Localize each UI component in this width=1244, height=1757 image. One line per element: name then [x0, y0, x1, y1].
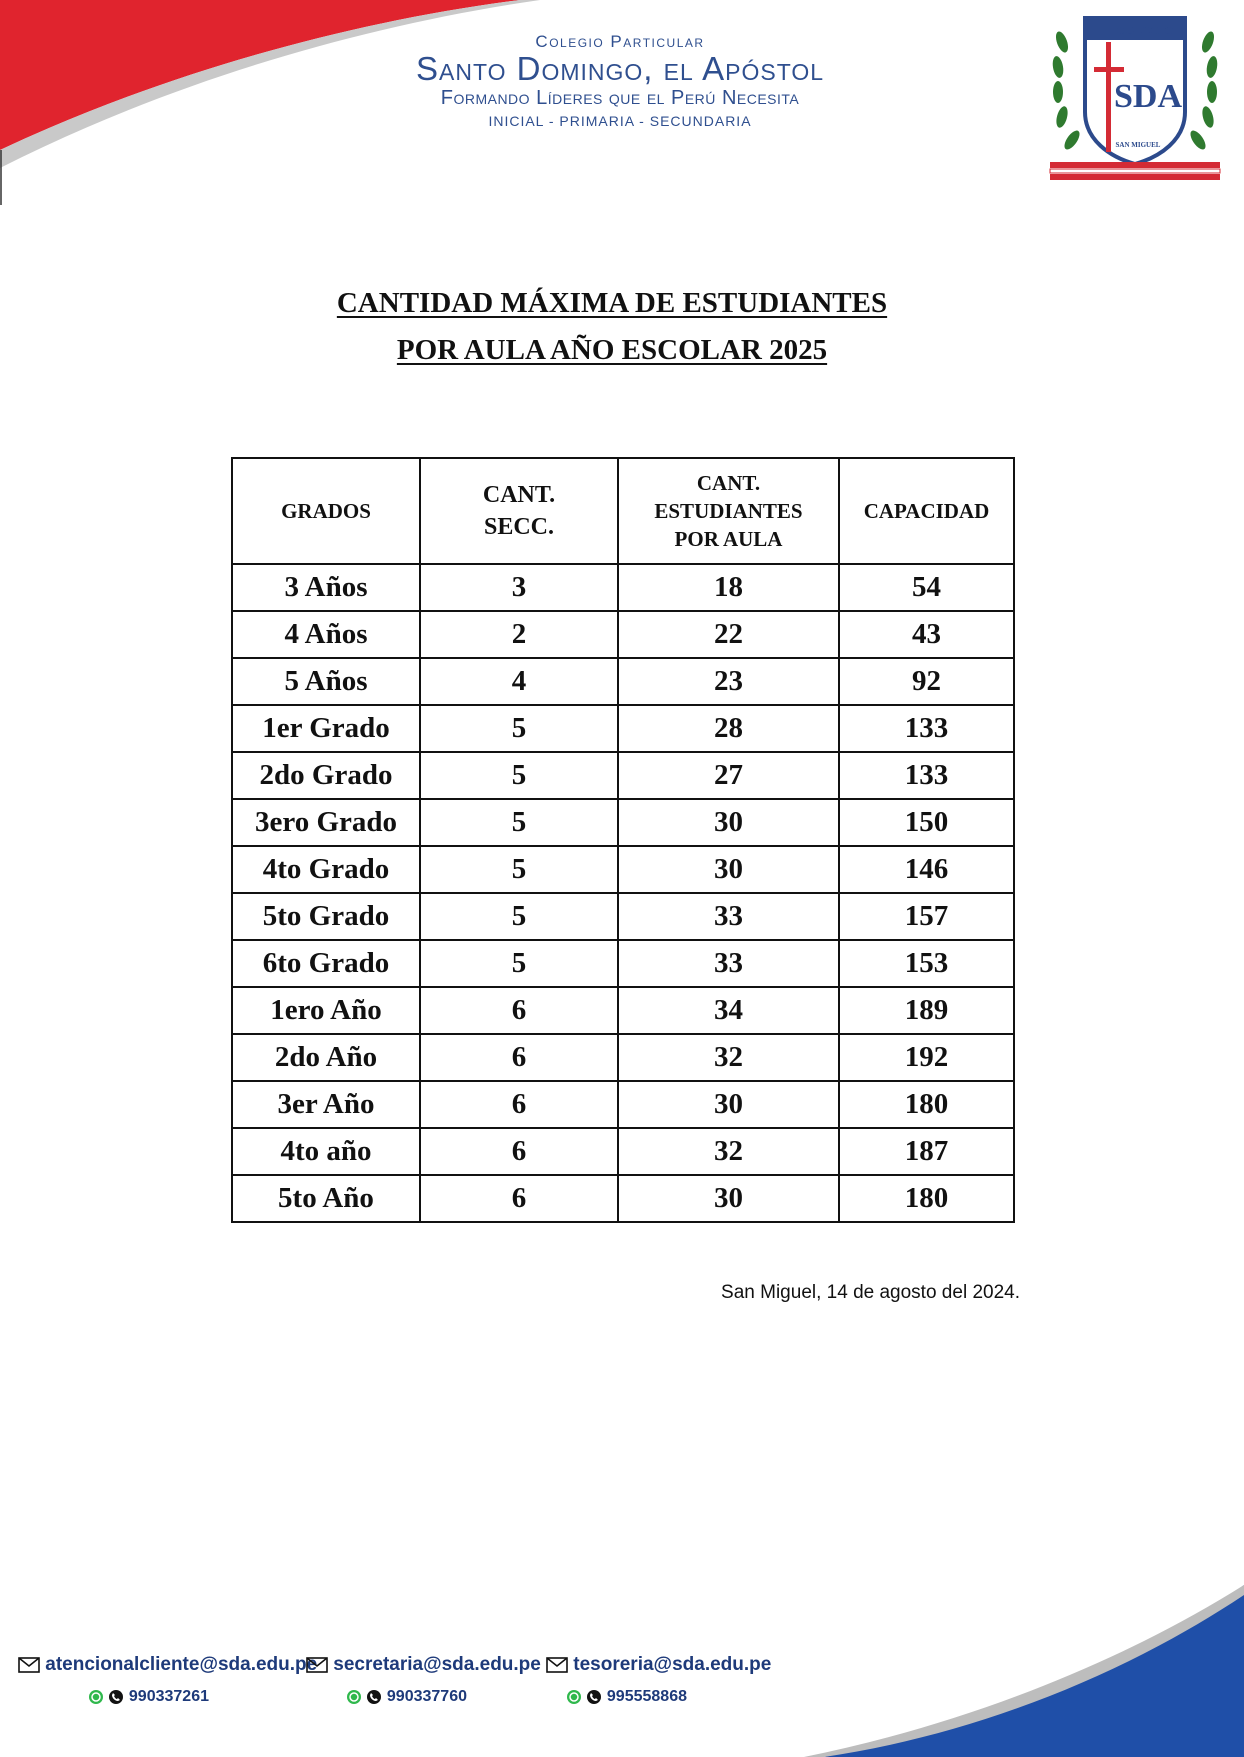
header-line-1: Colegio Particular: [535, 32, 705, 51]
grado-cell: 4to Grado: [232, 846, 420, 893]
secciones-cell: 5: [420, 846, 618, 893]
grado-cell: 4 Años: [232, 611, 420, 658]
estudiantes-cell: 28: [618, 705, 839, 752]
grado-cell: 3er Año: [232, 1081, 420, 1128]
document-title: [0, 280, 1224, 374]
capacidad-cell: 92: [839, 658, 1014, 705]
estudiantes-cell: 18: [618, 564, 839, 611]
school-name: Santo Domingo, el Apóstol: [415, 50, 825, 87]
header-cant-estudiantes: CANT. ESTUDIANTES POR AULA: [618, 458, 839, 564]
grado-cell: 5to Grado: [232, 893, 420, 940]
secciones-cell: 4: [420, 658, 618, 705]
estudiantes-cell: 34: [618, 987, 839, 1034]
secciones-cell: 5: [420, 940, 618, 987]
capacidad-cell: 189: [839, 987, 1014, 1034]
capacidad-cell: 133: [839, 705, 1014, 752]
estudiantes-cell: 30: [618, 846, 839, 893]
capacidad-cell: 54: [839, 564, 1014, 611]
secciones-cell: 6: [420, 1128, 618, 1175]
phone-icon: [108, 1689, 124, 1705]
contact-email[interactable]: secretaria@sda.edu.pe: [306, 1654, 541, 1676]
estudiantes-cell: 33: [618, 940, 839, 987]
secciones-cell: 5: [420, 893, 618, 940]
estudiantes-cell: 23: [618, 658, 839, 705]
capacidad-cell: 43: [839, 611, 1014, 658]
school-header: [300, 32, 940, 132]
secciones-cell: 6: [420, 987, 618, 1034]
capacidad-cell: 187: [839, 1128, 1014, 1175]
capacity-table: [231, 457, 1015, 1223]
capacidad-cell: 146: [839, 846, 1014, 893]
estudiantes-cell: 30: [618, 1081, 839, 1128]
logo-letters: SDA: [1113, 78, 1183, 115]
title-line-2: POR AULA AÑO ESCOLAR 2025: [396, 334, 828, 366]
phone-icon: [366, 1689, 382, 1705]
title-line-1: CANTIDAD MÁXIMA DE ESTUDIANTES: [336, 287, 888, 319]
secciones-cell: 6: [420, 1175, 618, 1222]
whatsapp-icon: [566, 1689, 582, 1705]
contact-phone[interactable]: 990337760: [346, 1688, 467, 1706]
grado-cell: 2do Grado: [232, 752, 420, 799]
table-row: [232, 564, 1014, 611]
mail-icon: [546, 1657, 568, 1673]
date-line: San Miguel, 14 de agosto del 2024.: [721, 1282, 1020, 1303]
phone-icon: [586, 1689, 602, 1705]
logo-top-text: COLEGIO: [1116, 23, 1174, 37]
table-row: [232, 893, 1014, 940]
grado-cell: 4to año: [232, 1128, 420, 1175]
capacidad-cell: 150: [839, 799, 1014, 846]
contact-phone[interactable]: 990337261: [88, 1688, 209, 1706]
capacidad-cell: 157: [839, 893, 1014, 940]
footer-blue-swoosh: [744, 1585, 1244, 1757]
capacidad-cell: 180: [839, 1175, 1014, 1222]
grado-cell: 5to Año: [232, 1175, 420, 1222]
estudiantes-cell: 27: [618, 752, 839, 799]
table-row: [232, 705, 1014, 752]
table-row: [232, 658, 1014, 705]
table-row: [232, 799, 1014, 846]
estudiantes-cell: 30: [618, 799, 839, 846]
secciones-cell: 3: [420, 564, 618, 611]
table-row: [232, 1175, 1014, 1222]
secciones-cell: 2: [420, 611, 618, 658]
table-row: [232, 611, 1014, 658]
table-row: [232, 940, 1014, 987]
estudiantes-cell: 32: [618, 1128, 839, 1175]
estudiantes-cell: 22: [618, 611, 839, 658]
estudiantes-cell: 30: [618, 1175, 839, 1222]
table-row: [232, 1081, 1014, 1128]
contact-email[interactable]: atencionalcliente@sda.edu.pe: [18, 1654, 317, 1676]
contact-phone[interactable]: 995558868: [566, 1688, 687, 1706]
grado-cell: 3ero Grado: [232, 799, 420, 846]
table-row: [232, 752, 1014, 799]
school-logo: [1040, 12, 1230, 184]
table-row: [232, 846, 1014, 893]
table-row: [232, 1034, 1014, 1081]
table-header-row: [232, 458, 1014, 564]
grado-cell: 3 Años: [232, 564, 420, 611]
grado-cell: 2do Año: [232, 1034, 420, 1081]
header-cant-secc: CANT. SECC.: [420, 458, 618, 564]
secciones-cell: 5: [420, 752, 618, 799]
estudiantes-cell: 33: [618, 893, 839, 940]
whatsapp-icon: [346, 1689, 362, 1705]
whatsapp-icon: [88, 1689, 104, 1705]
mail-icon: [306, 1657, 328, 1673]
secciones-cell: 5: [420, 799, 618, 846]
secciones-cell: 6: [420, 1034, 618, 1081]
table-row: [232, 987, 1014, 1034]
secciones-cell: 6: [420, 1081, 618, 1128]
estudiantes-cell: 32: [618, 1034, 839, 1081]
header-grados: GRADOS: [232, 458, 420, 564]
grado-cell: 1er Grado: [232, 705, 420, 752]
school-levels: INICIAL - PRIMARIA - SECUNDARIA: [488, 113, 752, 129]
capacidad-cell: 133: [839, 752, 1014, 799]
header-capacidad: CAPACIDAD: [839, 458, 1014, 564]
capacidad-cell: 192: [839, 1034, 1014, 1081]
contact-email[interactable]: tesoreria@sda.edu.pe: [546, 1654, 771, 1676]
capacidad-cell: 153: [839, 940, 1014, 987]
school-motto: Formando Líderes que el Perú Necesita: [440, 87, 800, 109]
grado-cell: 6to Grado: [232, 940, 420, 987]
secciones-cell: 5: [420, 705, 618, 752]
grado-cell: 1ero Año: [232, 987, 420, 1034]
table-row: [232, 1128, 1014, 1175]
logo-bottom-text: SAN MIGUEL: [1115, 141, 1161, 149]
capacidad-cell: 180: [839, 1081, 1014, 1128]
grado-cell: 5 Años: [232, 658, 420, 705]
mail-icon: [18, 1657, 40, 1673]
